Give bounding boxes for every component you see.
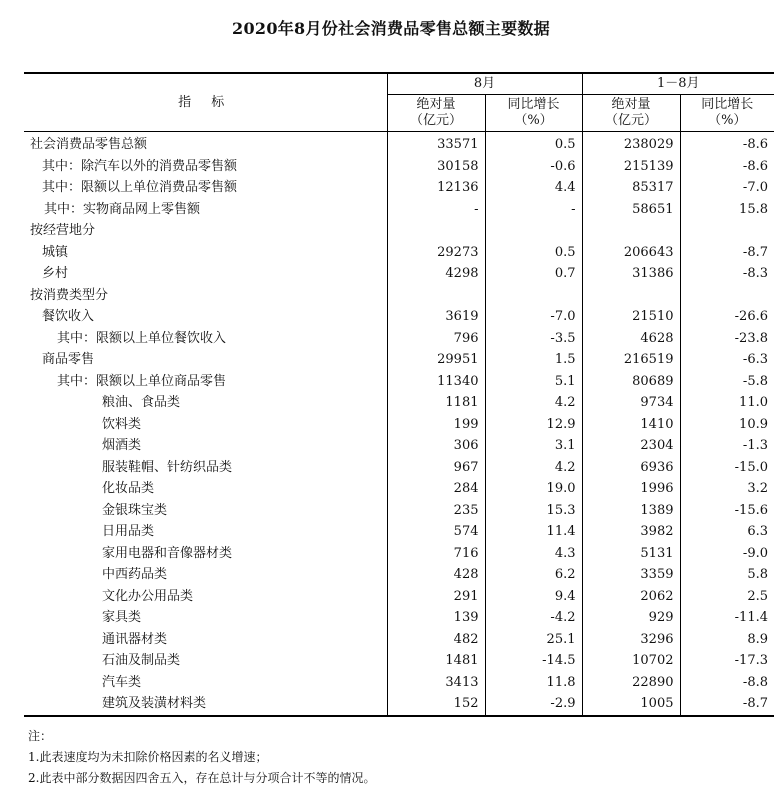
ytd-absolute-value: 6936 <box>582 457 680 479</box>
aug-yoy-growth: 1.5 <box>485 349 582 371</box>
ytd-absolute-value: 238029 <box>582 132 680 156</box>
table-row <box>24 478 774 500</box>
ytd-yoy-growth: -8.6 <box>680 132 774 156</box>
aug-yoy-growth: 4.2 <box>485 392 582 414</box>
aug-absolute-value: 284 <box>387 478 485 500</box>
aug-absolute-value: 29273 <box>387 242 485 264</box>
aug-absolute-value: 716 <box>387 543 485 565</box>
aug-absolute-value: 33571 <box>387 132 485 156</box>
table-row <box>24 132 774 156</box>
table-row <box>24 521 774 543</box>
table-row <box>24 177 774 199</box>
aug-yoy-growth: 9.4 <box>485 586 582 608</box>
row-label: 乡村 <box>42 266 69 281</box>
aug-yoy-growth: 15.3 <box>485 500 582 522</box>
table-row <box>24 392 774 414</box>
ytd-yoy-growth: -5.8 <box>680 371 774 393</box>
ytd-yoy-growth: 8.9 <box>680 629 774 651</box>
aug-yoy-growth: - <box>485 199 582 221</box>
table-row <box>24 263 774 285</box>
ytd-absolute-value: 21510 <box>582 306 680 328</box>
ytd-yoy-growth: 11.0 <box>680 392 774 414</box>
row-label: 中西药品类 <box>102 567 168 582</box>
row-label: 服装鞋帽、针纺织品类 <box>102 459 233 475</box>
table-row <box>24 349 774 371</box>
table-row <box>24 306 774 328</box>
aug-yoy-growth: 25.1 <box>485 629 582 651</box>
aug-yoy-growth <box>485 285 582 307</box>
ytd-absolute-value: 85317 <box>582 177 680 199</box>
table-row <box>24 220 774 242</box>
aug-absolute-value: 306 <box>387 435 485 457</box>
row-label: 文化办公用品类 <box>102 588 194 604</box>
ytd-yoy-growth: -11.4 <box>680 607 774 629</box>
ytd-absolute-value: 1005 <box>582 693 680 716</box>
footnote-1: 1.此表速度均为未扣除价格因素的名义增速； <box>28 750 268 764</box>
ytd-absolute-value: 10702 <box>582 650 680 672</box>
aug-absolute-value: 482 <box>387 629 485 651</box>
ytd-yoy-growth: -8.6 <box>680 156 774 178</box>
row-label: 烟酒类 <box>102 438 142 453</box>
ytd-yoy-growth: -8.8 <box>680 672 774 694</box>
aug-absolute-value: 796 <box>387 328 485 350</box>
row-label: 其中：除汽车以外的消费品零售额 <box>42 158 238 174</box>
aug-absolute-value: 574 <box>387 521 485 543</box>
table-row <box>24 564 774 586</box>
table-row <box>24 629 774 651</box>
table-row <box>24 199 774 221</box>
row-label: 化妆品类 <box>102 481 155 496</box>
row-label: 饮料类 <box>102 416 142 432</box>
aug-absolute-value: 3413 <box>387 672 485 694</box>
ytd-abs-header: 绝对量 （亿元） <box>582 95 680 132</box>
aug-absolute-value: 1481 <box>387 650 485 672</box>
aug-absolute-value: 3619 <box>387 306 485 328</box>
ytd-absolute-value: 3296 <box>582 629 680 651</box>
aug-yoy-growth: 3.1 <box>485 435 582 457</box>
ytd-absolute-value: 80689 <box>582 371 680 393</box>
ytd-yoy-growth: 15.8 <box>680 199 774 221</box>
row-label: 其中：限额以上单位餐饮收入 <box>57 330 227 346</box>
ytd-absolute-value: 5131 <box>582 543 680 565</box>
period-header-ytd: 1－8月 <box>582 73 774 95</box>
aug-yoy-growth <box>485 220 582 242</box>
ytd-yoy-growth: 5.8 <box>680 564 774 586</box>
aug-absolute-value <box>387 220 485 242</box>
ytd-yoy-growth: -6.3 <box>680 349 774 371</box>
aug-yoy-growth: -2.9 <box>485 693 582 716</box>
ytd-yoy-growth: 10.9 <box>680 414 774 436</box>
table-row <box>24 435 774 457</box>
aug-yoy-growth: 5.1 <box>485 371 582 393</box>
aug-absolute-value: 235 <box>387 500 485 522</box>
retail-sales-table <box>24 72 774 717</box>
aug-yoy-growth: -0.6 <box>485 156 582 178</box>
aug-yoy-growth: 0.7 <box>485 263 582 285</box>
table-row <box>24 328 774 350</box>
aug-yoy-growth: -3.5 <box>485 328 582 350</box>
aug-yoy-growth: 19.0 <box>485 478 582 500</box>
aug-absolute-value: 29951 <box>387 349 485 371</box>
table-row <box>24 285 774 307</box>
aug-yoy-growth: 11.4 <box>485 521 582 543</box>
row-label: 城镇 <box>42 244 69 260</box>
table-row <box>24 500 774 522</box>
row-label: 社会消费品零售总额 <box>30 137 148 152</box>
row-label: 商品零售 <box>42 352 95 367</box>
ytd-absolute-value: 1389 <box>582 500 680 522</box>
ytd-absolute-value: 929 <box>582 607 680 629</box>
ytd-yoy-growth: -7.0 <box>680 177 774 199</box>
row-label: 石油及制品类 <box>102 653 181 668</box>
aug-yoy-growth: 4.2 <box>485 457 582 479</box>
ytd-absolute-value: 206643 <box>582 242 680 264</box>
ytd-yoy-growth: -23.8 <box>680 328 774 350</box>
aug-absolute-value: 152 <box>387 693 485 716</box>
ytd-absolute-value: 216519 <box>582 349 680 371</box>
table-row <box>24 650 774 672</box>
table-row <box>24 543 774 565</box>
ytd-yoy-growth: -8.7 <box>680 242 774 264</box>
table-row <box>24 457 774 479</box>
table-row <box>24 586 774 608</box>
table-row <box>24 371 774 393</box>
aug-absolute-value: 30158 <box>387 156 485 178</box>
ytd-yoy-growth: -9.0 <box>680 543 774 565</box>
aug-absolute-value: 967 <box>387 457 485 479</box>
footnote-head: 注： <box>28 729 53 743</box>
row-label: 其中：限额以上单位消费品零售额 <box>42 180 238 195</box>
period-header-august: 8月 <box>387 73 582 95</box>
ytd-yoy-growth <box>680 285 774 307</box>
row-label: 按经营地分 <box>30 223 96 238</box>
row-label: 粮油、食品类 <box>102 395 181 410</box>
ytd-absolute-value: 1410 <box>582 414 680 436</box>
aug-yoy-growth: 6.2 <box>485 564 582 586</box>
aug-absolute-value: 4298 <box>387 263 485 285</box>
ytd-absolute-value: 31386 <box>582 263 680 285</box>
ytd-yoy-growth: 3.2 <box>680 478 774 500</box>
table-row <box>24 672 774 694</box>
row-label: 餐饮收入 <box>42 309 95 324</box>
ytd-yoy-growth: 2.5 <box>680 586 774 608</box>
table-row <box>24 242 774 264</box>
ytd-absolute-value: 215139 <box>582 156 680 178</box>
aug-absolute-value: 199 <box>387 414 485 436</box>
row-label: 家用电器和音像器材类 <box>102 545 233 561</box>
ytd-yoy-growth: -15.6 <box>680 500 774 522</box>
aug-yoy-growth: -7.0 <box>485 306 582 328</box>
table-row <box>24 693 774 716</box>
row-label: 按消费类型分 <box>30 287 109 303</box>
ytd-yoy-growth: -15.0 <box>680 457 774 479</box>
row-label: 金银珠宝类 <box>102 502 168 518</box>
ytd-yoy-growth: -26.6 <box>680 306 774 328</box>
aug-absolute-value: 11340 <box>387 371 485 393</box>
ytd-yoy-growth: -1.3 <box>680 435 774 457</box>
ytd-absolute-value: 22890 <box>582 672 680 694</box>
aug-absolute-value: 1181 <box>387 392 485 414</box>
footnotes <box>28 726 375 789</box>
table-row <box>24 414 774 436</box>
ytd-yoy-growth: -17.3 <box>680 650 774 672</box>
aug-absolute-value: 12136 <box>387 177 485 199</box>
ytd-absolute-value: 2062 <box>582 586 680 608</box>
row-label: 通讯器材类 <box>102 631 168 647</box>
ytd-yoy-growth: 6.3 <box>680 521 774 543</box>
aug-absolute-value <box>387 285 485 307</box>
aug-abs-header: 绝对量 （亿元） <box>387 95 485 132</box>
ytd-absolute-value: 3982 <box>582 521 680 543</box>
ytd-yoy-growth <box>680 220 774 242</box>
row-label: 汽车类 <box>102 674 142 690</box>
ytd-absolute-value: 2304 <box>582 435 680 457</box>
aug-absolute-value: 428 <box>387 564 485 586</box>
aug-yoy-growth: 4.3 <box>485 543 582 565</box>
ytd-absolute-value <box>582 285 680 307</box>
ytd-absolute-value <box>582 220 680 242</box>
footnote-2: 2.此表中部分数据因四舍五入，存在总计与分项合计不等的情况。 <box>28 771 376 785</box>
table-row <box>24 607 774 629</box>
row-label: 日用品类 <box>102 524 155 539</box>
aug-yoy-growth: 0.5 <box>485 132 582 156</box>
aug-yoy-growth: 0.5 <box>485 242 582 264</box>
aug-absolute-value: - <box>387 199 485 221</box>
table-row <box>24 156 774 178</box>
aug-yoy-growth: 12.9 <box>485 414 582 436</box>
ytd-yoy-growth: -8.7 <box>680 693 774 716</box>
aug-yoy-growth: -14.5 <box>485 650 582 672</box>
row-label: 其中：实物商品网上零售额 <box>44 201 201 217</box>
aug-yoy-growth: 11.8 <box>485 672 582 694</box>
ytd-yoy-header: 同比增长 （%） <box>680 95 774 132</box>
row-label: 家具类 <box>102 610 142 625</box>
aug-yoy-growth: -4.2 <box>485 607 582 629</box>
page-title: 2020年8月份社会消费品零售总额主要数据 <box>232 19 550 38</box>
ytd-absolute-value: 58651 <box>582 199 680 221</box>
aug-yoy-growth: 4.4 <box>485 177 582 199</box>
row-label: 建筑及装潢材料类 <box>24 693 387 716</box>
ytd-absolute-value: 3359 <box>582 564 680 586</box>
row-label: 其中：限额以上单位商品零售 <box>57 373 227 389</box>
ytd-yoy-growth: -8.3 <box>680 263 774 285</box>
ytd-absolute-value: 4628 <box>582 328 680 350</box>
indicator-header: 指 标 <box>24 73 387 132</box>
aug-absolute-value: 291 <box>387 586 485 608</box>
aug-yoy-header: 同比增长 （%） <box>485 95 582 132</box>
ytd-absolute-value: 1996 <box>582 478 680 500</box>
ytd-absolute-value: 9734 <box>582 392 680 414</box>
aug-absolute-value: 139 <box>387 607 485 629</box>
